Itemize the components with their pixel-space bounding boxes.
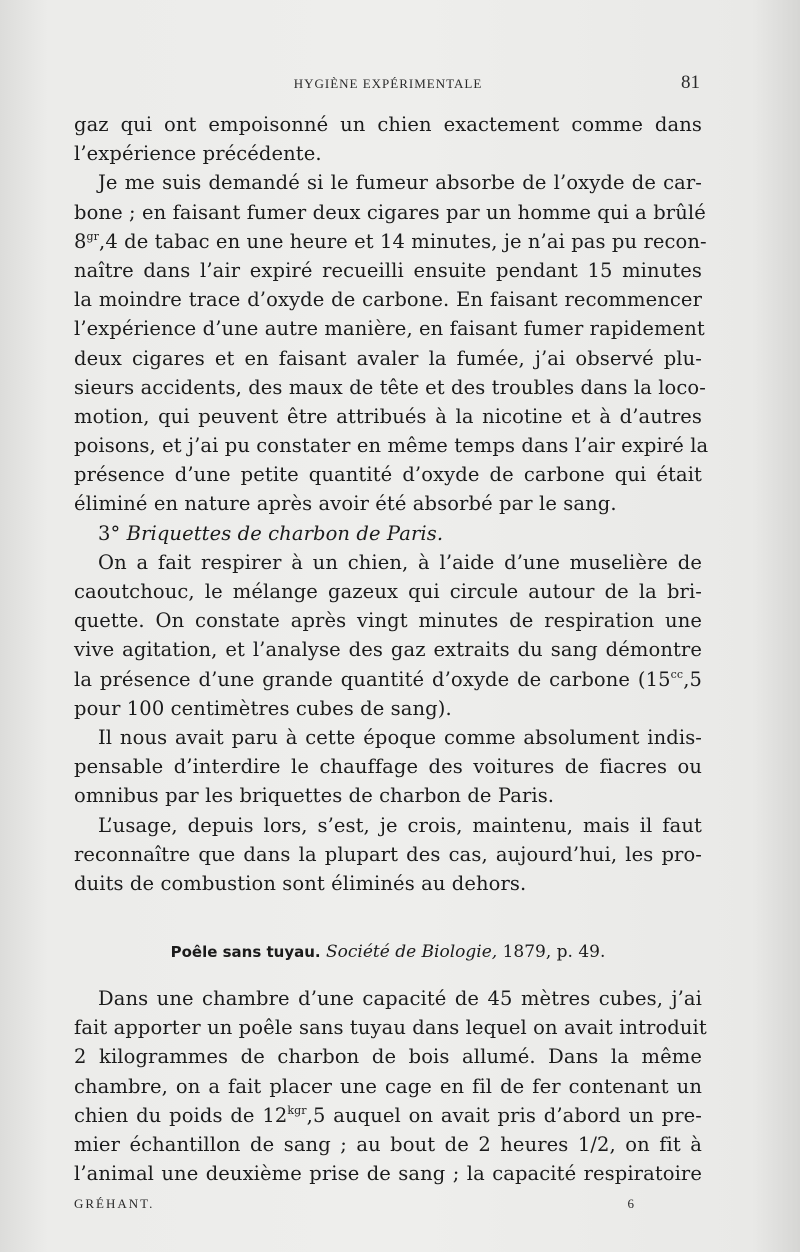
text-line: gaz qui ont empoisonné un chien exactement comme dans (74, 113, 702, 136)
line-segment: 8 (74, 229, 87, 253)
text-line: la moindre trace d’oxyde de carbone. En faisant recommencer (74, 288, 702, 312)
line-segment: ,5 (683, 667, 702, 691)
text-line: l’animal une deuxième prise de sang ; la capacité respiratoire (74, 1162, 702, 1186)
line-segment: ,5 auquel on avait pris d’abord un pre- (306, 1103, 702, 1127)
line-segment: ,4 de tabac en une heure et 14 minutes, je n’ai pas pu recon- (99, 229, 707, 253)
text-line: pensable d’interdire le chauffage des voitures de fiacres ou (74, 755, 702, 779)
text-line: On a fait respirer à un chien, à l’aide d’une muselière de (98, 550, 702, 574)
text-line: l’expérience précédente. (74, 142, 322, 166)
unit-superscript: gr (86, 229, 100, 243)
text-line: sieurs accidents, des maux de tête et des troubles dans la loco- (74, 375, 706, 399)
text-line: l’expérience d’une autre manière, en faisant fumer rapidement (74, 317, 705, 341)
text-line (74, 665, 702, 694)
page-number: 81 (681, 72, 700, 93)
text-line: deux cigares et en faisant avaler la fumée, j’ai observé plu- (74, 346, 702, 370)
footer-author: GRÉHANT. (74, 1196, 155, 1211)
text-line: Il nous avait paru à cette époque comme absolument indis- (98, 725, 702, 749)
text-line (74, 1101, 702, 1130)
text-line: chambre, on a fait placer une cage en fil de fer contenant un (74, 1074, 702, 1098)
italic-heading: Briquettes de charbon de Paris. (126, 521, 444, 545)
text-line: motion, qui peuvent être attribués à la nicotine et à d’autres (74, 404, 702, 428)
unit-superscript: cc (670, 667, 684, 681)
text-line: pour 100 centimètres cubes de sang). (74, 696, 452, 720)
text-line: Dans une chambre d’une capacité de 45 mètres cubes, j’ai (98, 987, 702, 1010)
footer-signature: 6 (627, 1196, 634, 1211)
line-segment: 3° (98, 521, 127, 545)
text-line: présence d’une petite quantité d’oxyde de carbone qui était (74, 463, 702, 487)
text-line: reconnaître que dans la plupart des cas, aujourd’hui, les pro- (74, 842, 702, 866)
text-line: Je me suis demandé si le fumeur absorbe de l’oxyde de car- (98, 171, 702, 195)
line-segment: la présence d’une grande quantité d’oxyde de carbone (15 (74, 667, 671, 691)
text-line: mier échantillon de sang ; au bout de 2 heures 1/2, on fit à (74, 1132, 702, 1156)
text-line: poisons, et j’ai pu constater en même temps dans l’air expiré la (74, 434, 709, 458)
page-footer (74, 1196, 634, 1216)
body-text-upper (74, 110, 709, 898)
text-line: quette. On constate après vingt minutes de respiration une (74, 609, 702, 633)
text-line: L’usage, depuis lors, s’est, je crois, maintenu, mais il faut (98, 813, 702, 837)
text-line: bone ; en faisant fumer deux cigares par un homme qui a brûlé (74, 200, 706, 224)
body-text-lower (74, 984, 707, 1188)
unit-superscript: kgr (287, 1103, 307, 1117)
text-line: naître dans l’air expiré recueilli ensuite pendant 15 minutes (74, 258, 702, 282)
text-line: duits de combustion sont éliminés au dehors. (74, 871, 527, 895)
text-line: 2 kilogrammes de charbon de bois allumé. Dans la même (74, 1045, 702, 1069)
section-title: Poêle sans tuyau. (170, 943, 321, 961)
text-line: caoutchouc, le mélange gazeux qui circule autour de la bri- (74, 580, 702, 603)
section-heading (74, 942, 702, 962)
section-source: Société de Biologie, (326, 942, 498, 962)
text-line: fait apporter un poêle sans tuyau dans lequel on avait introduit (74, 1016, 707, 1040)
running-title: HYGIÈNE EXPÉRIMENTALE (293, 76, 483, 91)
text-line (74, 227, 707, 256)
text-line: vive agitation, et l’analyse des gaz extraits du sang démontre (74, 638, 702, 662)
line-segment: chien du poids de 12 (74, 1103, 288, 1127)
text-line: omnibus par les briquettes de charbon de Paris. (74, 784, 555, 808)
section-citation: 1879, p. 49. (497, 942, 606, 962)
text-line (74, 519, 702, 548)
running-header (76, 72, 700, 98)
text-line: éliminé en nature après avoir été absorbé par le sang. (74, 492, 617, 516)
